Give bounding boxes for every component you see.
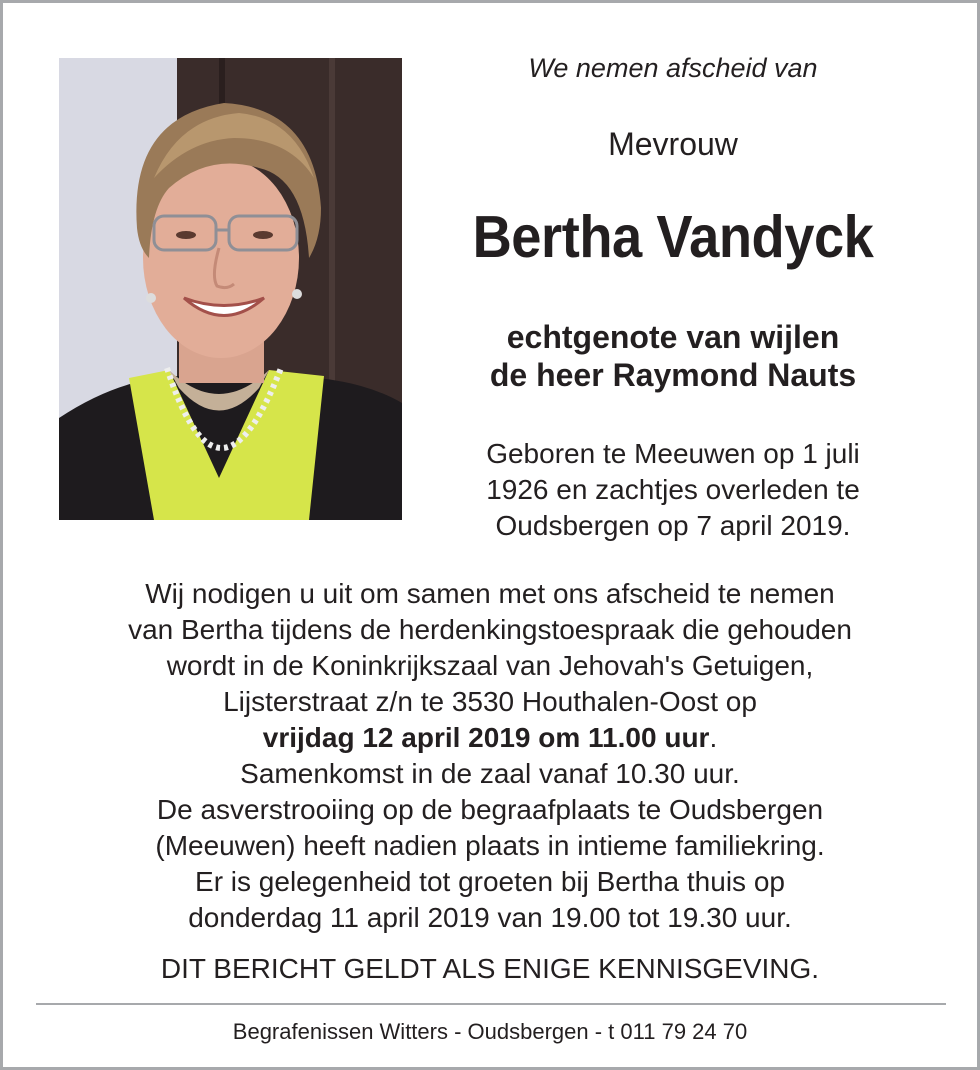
birth-line-1: Geboren te Meeuwen op 1 juli <box>486 438 860 469</box>
invitation-line-3: wordt in de Koninkrijkszaal van Jehovah's Getuigen, <box>166 650 814 681</box>
invitation-line-6: Samenkomst in de zaal vanaf 10.30 uur. <box>240 758 740 789</box>
birth-death-info <box>423 436 923 544</box>
ceremony-date: vrijdag 12 april 2019 om 11.00 uur <box>262 722 710 753</box>
honorific: Mevrouw <box>608 126 738 162</box>
divider <box>36 1003 946 1005</box>
funeral-home-footer: Begrafenissen Witters - Oudsbergen - t 011 79 24 70 <box>232 1019 748 1044</box>
invitation-line-1: Wij nodigen u uit om samen met ons afscheid te nemen <box>145 578 835 609</box>
deceased-name: Bertha Vandyck <box>472 204 874 270</box>
invitation-line-2: van Bertha tijdens de herdenkingstoespraak die gehouden <box>128 614 852 645</box>
invitation-line-9: Er is gelegenheid tot groeten bij Bertha thuis op <box>195 866 785 897</box>
birth-line-3: Oudsbergen op 7 april 2019. <box>495 510 851 541</box>
invitation-line-8: (Meeuwen) heeft nadien plaats in intieme familiekring. <box>155 830 825 861</box>
birth-line-2: 1926 en zachtjes overleden te <box>486 474 860 505</box>
invitation-text <box>23 576 957 936</box>
invitation-line-5 <box>23 720 957 756</box>
portrait-illustration <box>59 58 402 520</box>
notice-text: DIT BERICHT GELDT ALS ENIGE KENNISGEVING. <box>160 953 820 984</box>
invitation-line-10: donderdag 11 april 2019 van 19.00 tot 19.30 uur. <box>188 902 792 933</box>
invitation-line-4: Lijsterstraat z/n te 3530 Houthalen-Oost op <box>223 686 757 717</box>
intro-text: We nemen afscheid van <box>528 53 818 83</box>
portrait-photo <box>59 58 402 520</box>
invitation-line-7: De asverstrooiing op de begraafplaats te Oudsbergen <box>156 794 824 825</box>
spouse-line-1: echtgenote van wijlen <box>506 319 840 355</box>
spouse-info <box>423 318 923 394</box>
ceremony-date-period: . <box>709 722 718 753</box>
spouse-line-2: de heer Raymond Nauts <box>489 357 857 393</box>
